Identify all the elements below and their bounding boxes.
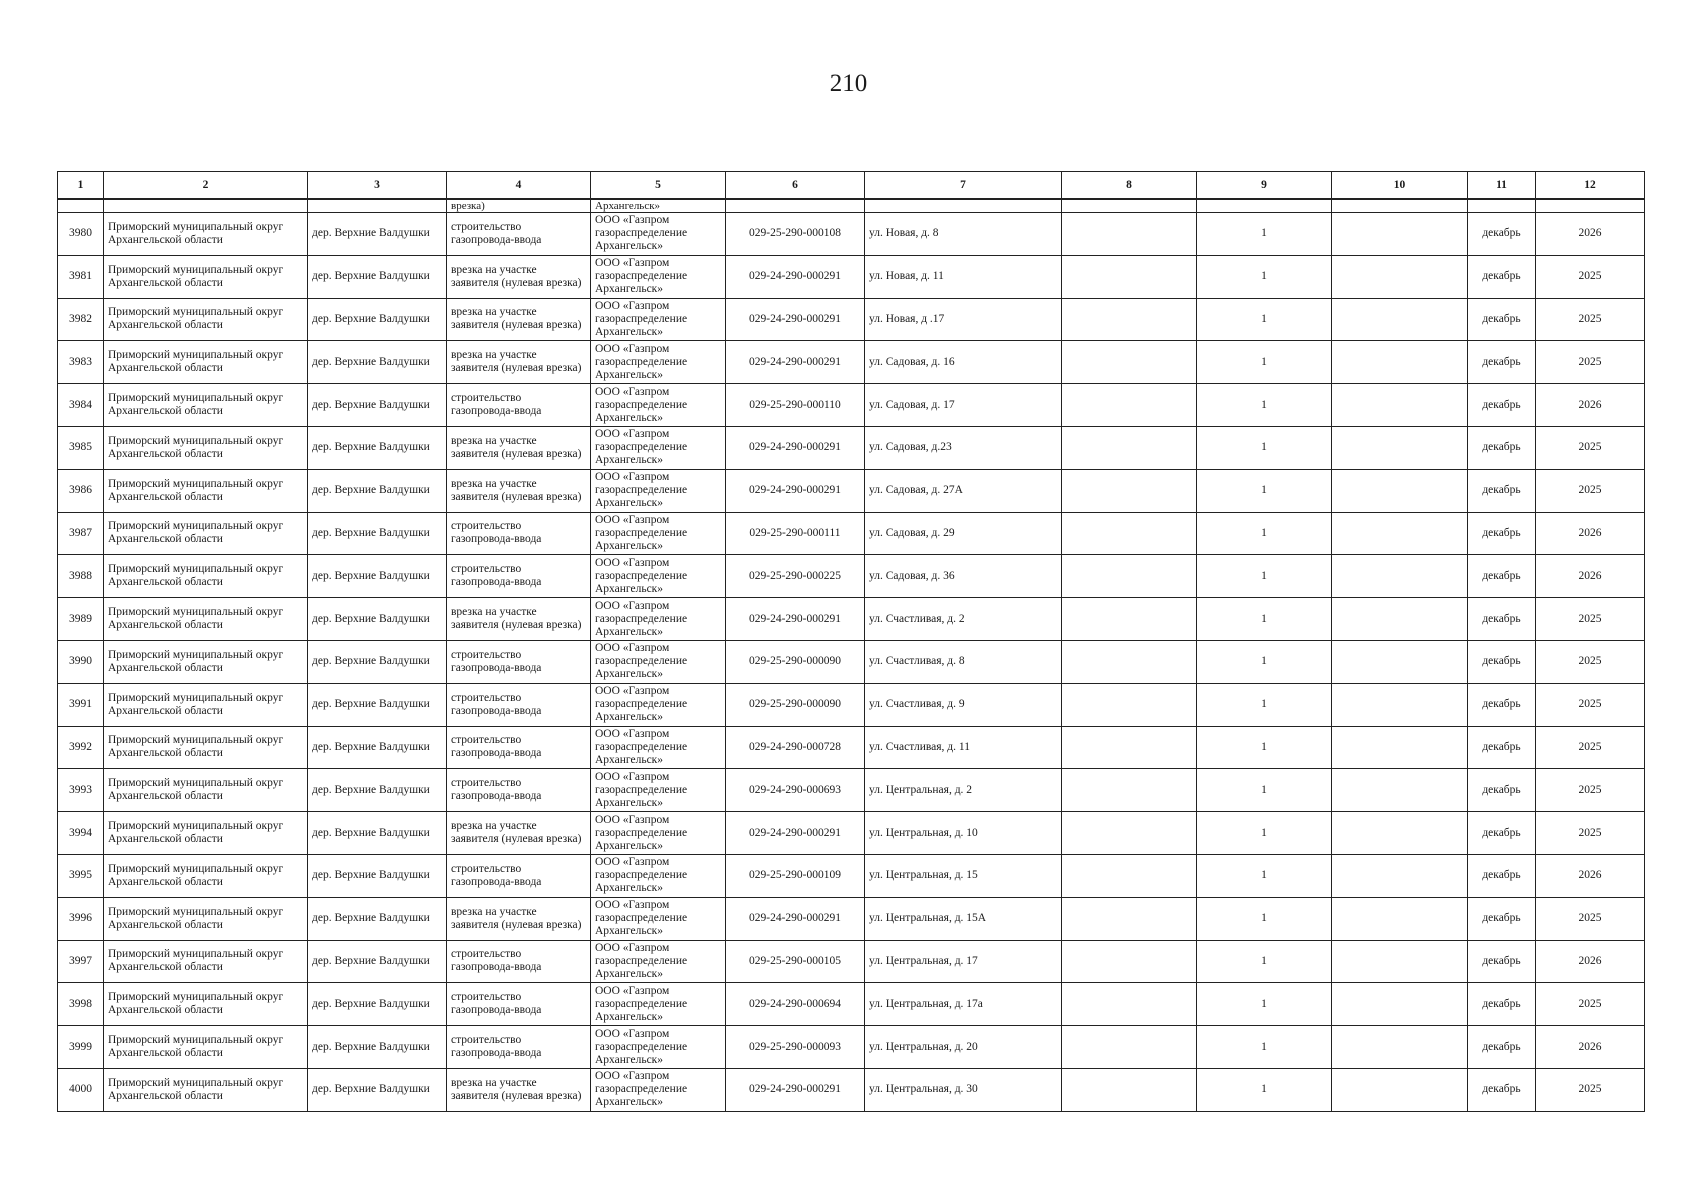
locality-cell: дер. Верхние Валдушки [308, 426, 447, 469]
column-10-cell [1332, 983, 1468, 1026]
column-10-cell [1332, 897, 1468, 940]
district-cell: Приморский муниципальный округ Архангельской области [104, 1068, 308, 1111]
month-cell: декабрь [1468, 1068, 1536, 1111]
quantity-cell: 1 [1197, 298, 1332, 341]
column-header: 12 [1536, 172, 1645, 200]
address-cell: ул. Садовая, д. 29 [865, 512, 1062, 555]
table-row [58, 897, 1645, 940]
column-header: 9 [1197, 172, 1332, 200]
year-cell: 2025 [1536, 341, 1645, 384]
application-code-cell: 029-25-290-000090 [726, 683, 865, 726]
table-row [58, 213, 1645, 256]
continuation-work: врезка) [447, 199, 591, 213]
month-cell: декабрь [1468, 469, 1536, 512]
work-type-cell: врезка на участке заявителя (нулевая врезка) [447, 426, 591, 469]
column-10-cell [1332, 854, 1468, 897]
application-code-cell: 029-24-290-000728 [726, 726, 865, 769]
application-code-cell: 029-24-290-000291 [726, 897, 865, 940]
month-cell: декабрь [1468, 384, 1536, 427]
year-cell: 2026 [1536, 512, 1645, 555]
organization-cell: ООО «Газпром газораспределение Архангельск» [591, 854, 726, 897]
address-cell: ул. Счастливая, д. 11 [865, 726, 1062, 769]
application-code-cell: 029-25-290-000109 [726, 854, 865, 897]
organization-cell: ООО «Газпром газораспределение Архангельск» [591, 298, 726, 341]
application-code-cell: 029-24-290-000693 [726, 769, 865, 812]
quantity-cell: 1 [1197, 469, 1332, 512]
district-cell: Приморский муниципальный округ Архангельской области [104, 384, 308, 427]
column-header: 11 [1468, 172, 1536, 200]
quantity-cell: 1 [1197, 598, 1332, 641]
month-cell: декабрь [1468, 255, 1536, 298]
column-10-cell [1332, 384, 1468, 427]
row-number: 4000 [58, 1068, 104, 1111]
column-8-cell [1062, 598, 1197, 641]
column-8-cell [1062, 341, 1197, 384]
column-header: 3 [308, 172, 447, 200]
year-cell: 2025 [1536, 769, 1645, 812]
quantity-cell: 1 [1197, 940, 1332, 983]
column-8-cell [1062, 384, 1197, 427]
month-cell: декабрь [1468, 512, 1536, 555]
column-10-cell [1332, 341, 1468, 384]
organization-cell: ООО «Газпром газораспределение Архангельск» [591, 640, 726, 683]
work-type-cell: строительство газопровода-ввода [447, 555, 591, 598]
organization-cell: ООО «Газпром газораспределение Архангельск» [591, 426, 726, 469]
month-cell: декабрь [1468, 1026, 1536, 1069]
district-cell: Приморский муниципальный округ Архангельской области [104, 769, 308, 812]
application-code-cell: 029-25-290-000105 [726, 940, 865, 983]
quantity-cell: 1 [1197, 341, 1332, 384]
application-code-cell: 029-24-290-000291 [726, 812, 865, 855]
table-row [58, 384, 1645, 427]
organization-cell: ООО «Газпром газораспределение Архангельск» [591, 255, 726, 298]
year-cell: 2025 [1536, 983, 1645, 1026]
address-cell: ул. Садовая, д. 17 [865, 384, 1062, 427]
work-type-cell: врезка на участке заявителя (нулевая врезка) [447, 812, 591, 855]
table-row [58, 512, 1645, 555]
column-10-cell [1332, 683, 1468, 726]
column-header: 5 [591, 172, 726, 200]
work-type-cell: врезка на участке заявителя (нулевая врезка) [447, 341, 591, 384]
column-8-cell [1062, 854, 1197, 897]
address-cell: ул. Центральная, д. 2 [865, 769, 1062, 812]
row-number: 3986 [58, 469, 104, 512]
organization-cell: ООО «Газпром газораспределение Архангельск» [591, 1068, 726, 1111]
address-cell: ул. Новая, д. 11 [865, 255, 1062, 298]
month-cell: декабрь [1468, 213, 1536, 256]
row-number: 3984 [58, 384, 104, 427]
work-type-cell: врезка на участке заявителя (нулевая врезка) [447, 1068, 591, 1111]
row-number: 3998 [58, 983, 104, 1026]
table-row [58, 769, 1645, 812]
application-code-cell: 029-24-290-000291 [726, 426, 865, 469]
locality-cell: дер. Верхние Валдушки [308, 983, 447, 1026]
organization-cell: ООО «Газпром газораспределение Архангельск» [591, 769, 726, 812]
year-cell: 2026 [1536, 1026, 1645, 1069]
organization-cell: ООО «Газпром газораспределение Архангельск» [591, 469, 726, 512]
address-cell: ул. Центральная, д. 30 [865, 1068, 1062, 1111]
column-8-cell [1062, 426, 1197, 469]
application-code-cell: 029-25-290-000111 [726, 512, 865, 555]
column-8-cell [1062, 1068, 1197, 1111]
month-cell: декабрь [1468, 683, 1536, 726]
column-8-cell [1062, 983, 1197, 1026]
column-10-cell [1332, 298, 1468, 341]
application-code-cell: 029-24-290-000291 [726, 341, 865, 384]
district-cell: Приморский муниципальный округ Архангельской области [104, 512, 308, 555]
month-cell: декабрь [1468, 341, 1536, 384]
row-number: 3994 [58, 812, 104, 855]
year-cell: 2026 [1536, 940, 1645, 983]
quantity-cell: 1 [1197, 426, 1332, 469]
quantity-cell: 1 [1197, 897, 1332, 940]
organization-cell: ООО «Газпром газораспределение Архангельск» [591, 555, 726, 598]
table-row [58, 983, 1645, 1026]
quantity-cell: 1 [1197, 512, 1332, 555]
registry-table [57, 171, 1645, 1112]
column-8-cell [1062, 897, 1197, 940]
locality-cell: дер. Верхние Валдушки [308, 213, 447, 256]
organization-cell: ООО «Газпром газораспределение Архангельск» [591, 983, 726, 1026]
address-cell: ул. Центральная, д. 17а [865, 983, 1062, 1026]
organization-cell: ООО «Газпром газораспределение Архангельск» [591, 897, 726, 940]
column-10-cell [1332, 426, 1468, 469]
month-cell: декабрь [1468, 426, 1536, 469]
work-type-cell: строительство газопровода-ввода [447, 726, 591, 769]
quantity-cell: 1 [1197, 384, 1332, 427]
district-cell: Приморский муниципальный округ Архангельской области [104, 255, 308, 298]
row-number: 3982 [58, 298, 104, 341]
column-header: 8 [1062, 172, 1197, 200]
organization-cell: ООО «Газпром газораспределение Архангельск» [591, 940, 726, 983]
row-number: 3990 [58, 640, 104, 683]
column-8-cell [1062, 683, 1197, 726]
district-cell: Приморский муниципальный округ Архангельской области [104, 897, 308, 940]
application-code-cell: 029-25-290-000108 [726, 213, 865, 256]
column-8-cell [1062, 512, 1197, 555]
quantity-cell: 1 [1197, 854, 1332, 897]
column-10-cell [1332, 812, 1468, 855]
year-cell: 2025 [1536, 812, 1645, 855]
table-row [58, 598, 1645, 641]
locality-cell: дер. Верхние Валдушки [308, 812, 447, 855]
organization-cell: ООО «Газпром газораспределение Архангельск» [591, 598, 726, 641]
row-number: 3987 [58, 512, 104, 555]
organization-cell: ООО «Газпром газораспределение Архангельск» [591, 384, 726, 427]
month-cell: декабрь [1468, 555, 1536, 598]
work-type-cell: врезка на участке заявителя (нулевая врезка) [447, 897, 591, 940]
address-cell: ул. Центральная, д. 15 [865, 854, 1062, 897]
locality-cell: дер. Верхние Валдушки [308, 769, 447, 812]
address-cell: ул. Центральная, д. 15А [865, 897, 1062, 940]
table-row [58, 1026, 1645, 1069]
year-cell: 2025 [1536, 469, 1645, 512]
locality-cell: дер. Верхние Валдушки [308, 512, 447, 555]
column-8-cell [1062, 640, 1197, 683]
district-cell: Приморский муниципальный округ Архангельской области [104, 1026, 308, 1069]
table-row [58, 640, 1645, 683]
organization-cell: ООО «Газпром газораспределение Архангельск» [591, 812, 726, 855]
quantity-cell: 1 [1197, 255, 1332, 298]
year-cell: 2026 [1536, 854, 1645, 897]
row-number: 3980 [58, 213, 104, 256]
column-10-cell [1332, 940, 1468, 983]
address-cell: ул. Садовая, д.23 [865, 426, 1062, 469]
locality-cell: дер. Верхние Валдушки [308, 255, 447, 298]
quantity-cell: 1 [1197, 812, 1332, 855]
year-cell: 2025 [1536, 683, 1645, 726]
row-number: 3989 [58, 598, 104, 641]
page-number: 210 [829, 70, 868, 97]
district-cell: Приморский муниципальный округ Архангельской области [104, 341, 308, 384]
row-number: 3997 [58, 940, 104, 983]
column-8-cell [1062, 1026, 1197, 1069]
district-cell: Приморский муниципальный округ Архангельской области [104, 683, 308, 726]
work-type-cell: врезка на участке заявителя (нулевая врезка) [447, 298, 591, 341]
year-cell: 2025 [1536, 298, 1645, 341]
year-cell: 2025 [1536, 640, 1645, 683]
quantity-cell: 1 [1197, 213, 1332, 256]
address-cell: ул. Счастливая, д. 9 [865, 683, 1062, 726]
quantity-cell: 1 [1197, 726, 1332, 769]
application-code-cell: 029-24-290-000291 [726, 298, 865, 341]
column-header: 4 [447, 172, 591, 200]
column-10-cell [1332, 769, 1468, 812]
column-8-cell [1062, 769, 1197, 812]
address-cell: ул. Новая, д. 8 [865, 213, 1062, 256]
column-8-cell [1062, 255, 1197, 298]
month-cell: декабрь [1468, 812, 1536, 855]
column-10-cell [1332, 1026, 1468, 1069]
application-code-cell: 029-25-290-000225 [726, 555, 865, 598]
application-code-cell: 029-24-290-000291 [726, 255, 865, 298]
row-number: 3999 [58, 1026, 104, 1069]
column-10-cell [1332, 469, 1468, 512]
year-cell: 2026 [1536, 213, 1645, 256]
address-cell: ул. Центральная, д. 17 [865, 940, 1062, 983]
column-header: 10 [1332, 172, 1468, 200]
quantity-cell: 1 [1197, 1068, 1332, 1111]
district-cell: Приморский муниципальный округ Архангельской области [104, 854, 308, 897]
row-number: 3988 [58, 555, 104, 598]
locality-cell: дер. Верхние Валдушки [308, 555, 447, 598]
quantity-cell: 1 [1197, 640, 1332, 683]
work-type-cell: врезка на участке заявителя (нулевая врезка) [447, 255, 591, 298]
table-row [58, 854, 1645, 897]
column-header: 6 [726, 172, 865, 200]
work-type-cell: строительство газопровода-ввода [447, 1026, 591, 1069]
organization-cell: ООО «Газпром газораспределение Архангельск» [591, 213, 726, 256]
work-type-cell: строительство газопровода-ввода [447, 213, 591, 256]
column-8-cell [1062, 726, 1197, 769]
row-number: 3996 [58, 897, 104, 940]
column-8-cell [1062, 469, 1197, 512]
table-row [58, 1068, 1645, 1111]
row-number: 3985 [58, 426, 104, 469]
row-number: 3983 [58, 341, 104, 384]
table-row [58, 726, 1645, 769]
quantity-cell: 1 [1197, 555, 1332, 598]
row-number: 3992 [58, 726, 104, 769]
year-cell: 2026 [1536, 384, 1645, 427]
column-10-cell [1332, 512, 1468, 555]
district-cell: Приморский муниципальный округ Архангельской области [104, 940, 308, 983]
column-10-cell [1332, 255, 1468, 298]
row-number: 3981 [58, 255, 104, 298]
continuation-row [58, 199, 1645, 213]
column-8-cell [1062, 555, 1197, 598]
locality-cell: дер. Верхние Валдушки [308, 854, 447, 897]
table-row [58, 940, 1645, 983]
district-cell: Приморский муниципальный округ Архангельской области [104, 298, 308, 341]
locality-cell: дер. Верхние Валдушки [308, 598, 447, 641]
work-type-cell: строительство газопровода-ввода [447, 769, 591, 812]
month-cell: декабрь [1468, 940, 1536, 983]
table-row [58, 255, 1645, 298]
column-8-cell [1062, 213, 1197, 256]
work-type-cell: врезка на участке заявителя (нулевая врезка) [447, 598, 591, 641]
work-type-cell: строительство газопровода-ввода [447, 683, 591, 726]
organization-cell: ООО «Газпром газораспределение Архангельск» [591, 512, 726, 555]
work-type-cell: врезка на участке заявителя (нулевая врезка) [447, 469, 591, 512]
year-cell: 2025 [1536, 1068, 1645, 1111]
month-cell: декабрь [1468, 298, 1536, 341]
column-10-cell [1332, 598, 1468, 641]
work-type-cell: строительство газопровода-ввода [447, 983, 591, 1026]
quantity-cell: 1 [1197, 683, 1332, 726]
application-code-cell: 029-24-290-000694 [726, 983, 865, 1026]
column-10-cell [1332, 726, 1468, 769]
work-type-cell: строительство газопровода-ввода [447, 640, 591, 683]
column-10-cell [1332, 213, 1468, 256]
locality-cell: дер. Верхние Валдушки [308, 1068, 447, 1111]
district-cell: Приморский муниципальный округ Архангельской области [104, 213, 308, 256]
table-row [58, 683, 1645, 726]
work-type-cell: строительство газопровода-ввода [447, 384, 591, 427]
district-cell: Приморский муниципальный округ Архангельской области [104, 598, 308, 641]
year-cell: 2025 [1536, 426, 1645, 469]
year-cell: 2025 [1536, 897, 1645, 940]
year-cell: 2025 [1536, 726, 1645, 769]
address-cell: ул. Счастливая, д. 8 [865, 640, 1062, 683]
month-cell: декабрь [1468, 769, 1536, 812]
district-cell: Приморский муниципальный округ Архангельской области [104, 469, 308, 512]
column-10-cell [1332, 555, 1468, 598]
district-cell: Приморский муниципальный округ Архангельской области [104, 812, 308, 855]
table-row [58, 469, 1645, 512]
application-code-cell: 029-24-290-000291 [726, 598, 865, 641]
table-row [58, 341, 1645, 384]
month-cell: декабрь [1468, 854, 1536, 897]
quantity-cell: 1 [1197, 983, 1332, 1026]
address-cell: ул. Счастливая, д. 2 [865, 598, 1062, 641]
quantity-cell: 1 [1197, 1026, 1332, 1069]
district-cell: Приморский муниципальный округ Архангельской области [104, 555, 308, 598]
district-cell: Приморский муниципальный округ Архангельской области [104, 726, 308, 769]
month-cell: декабрь [1468, 726, 1536, 769]
column-10-cell [1332, 1068, 1468, 1111]
application-code-cell: 029-25-290-000093 [726, 1026, 865, 1069]
locality-cell: дер. Верхние Валдушки [308, 1026, 447, 1069]
locality-cell: дер. Верхние Валдушки [308, 341, 447, 384]
district-cell: Приморский муниципальный округ Архангельской области [104, 983, 308, 1026]
address-cell: ул. Садовая, д. 27А [865, 469, 1062, 512]
application-code-cell: 029-24-290-000291 [726, 469, 865, 512]
locality-cell: дер. Верхние Валдушки [308, 897, 447, 940]
work-type-cell: строительство газопровода-ввода [447, 512, 591, 555]
row-number: 3995 [58, 854, 104, 897]
column-8-cell [1062, 298, 1197, 341]
month-cell: декабрь [1468, 897, 1536, 940]
header-row [58, 172, 1645, 200]
organization-cell: ООО «Газпром газораспределение Архангельск» [591, 341, 726, 384]
address-cell: ул. Центральная, д. 10 [865, 812, 1062, 855]
month-cell: декабрь [1468, 598, 1536, 641]
district-cell: Приморский муниципальный округ Архангельской области [104, 426, 308, 469]
year-cell: 2025 [1536, 255, 1645, 298]
locality-cell: дер. Верхние Валдушки [308, 298, 447, 341]
organization-cell: ООО «Газпром газораспределение Архангельск» [591, 1026, 726, 1069]
application-code-cell: 029-25-290-000110 [726, 384, 865, 427]
column-8-cell [1062, 940, 1197, 983]
locality-cell: дер. Верхние Валдушки [308, 726, 447, 769]
year-cell: 2025 [1536, 598, 1645, 641]
work-type-cell: строительство газопровода-ввода [447, 854, 591, 897]
month-cell: декабрь [1468, 640, 1536, 683]
table-row [58, 555, 1645, 598]
table-row [58, 298, 1645, 341]
locality-cell: дер. Верхние Валдушки [308, 940, 447, 983]
district-cell: Приморский муниципальный округ Архангельской области [104, 640, 308, 683]
application-code-cell: 029-25-290-000090 [726, 640, 865, 683]
locality-cell: дер. Верхние Валдушки [308, 384, 447, 427]
continuation-org: Архангельск» [591, 199, 726, 213]
table-row [58, 812, 1645, 855]
row-number: 3991 [58, 683, 104, 726]
column-header: 2 [104, 172, 308, 200]
organization-cell: ООО «Газпром газораспределение Архангельск» [591, 683, 726, 726]
address-cell: ул. Центральная, д. 20 [865, 1026, 1062, 1069]
table-row [58, 426, 1645, 469]
locality-cell: дер. Верхние Валдушки [308, 469, 447, 512]
column-header: 7 [865, 172, 1062, 200]
address-cell: ул. Новая, д .17 [865, 298, 1062, 341]
address-cell: ул. Садовая, д. 36 [865, 555, 1062, 598]
address-cell: ул. Садовая, д. 16 [865, 341, 1062, 384]
column-8-cell [1062, 812, 1197, 855]
locality-cell: дер. Верхние Валдушки [308, 683, 447, 726]
organization-cell: ООО «Газпром газораспределение Архангельск» [591, 726, 726, 769]
year-cell: 2026 [1536, 555, 1645, 598]
row-number: 3993 [58, 769, 104, 812]
column-10-cell [1332, 640, 1468, 683]
quantity-cell: 1 [1197, 769, 1332, 812]
month-cell: декабрь [1468, 983, 1536, 1026]
work-type-cell: строительство газопровода-ввода [447, 940, 591, 983]
application-code-cell: 029-24-290-000291 [726, 1068, 865, 1111]
column-header: 1 [58, 172, 104, 200]
locality-cell: дер. Верхние Валдушки [308, 640, 447, 683]
